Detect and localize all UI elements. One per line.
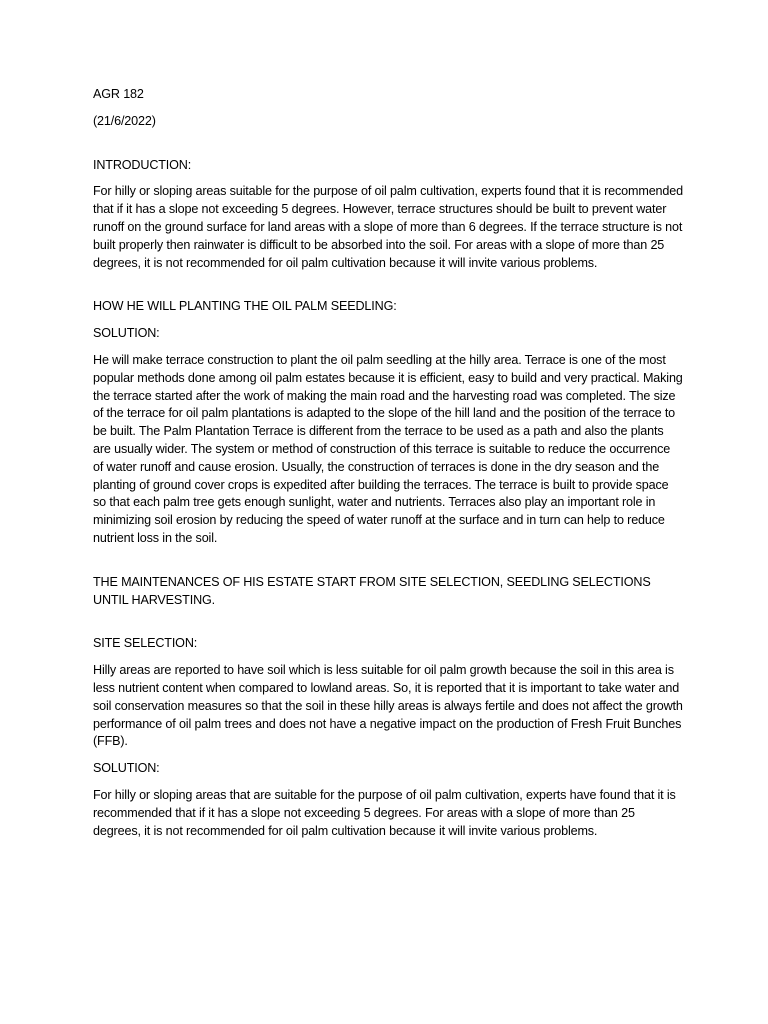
introduction-heading: INTRODUCTION: xyxy=(93,157,192,172)
document-page xyxy=(93,86,683,840)
maintenance-heading: THE MAINTENANCES OF HIS ESTATE START FROM SITE SELECTION, SEEDLING SELECTIONS UNTIL HARVESTING. xyxy=(93,574,651,607)
solution-label-site: SOLUTION: xyxy=(93,761,160,776)
planting-paragraph: He will make terrace construction to plant the oil palm seedling at the hilly area. Terrace is one of the most popular methods done among oil palm estates because it is efficient, easy to build and very practical. Making the terrace started after the work of making the main road and the harvesting road was completed. The size of the terrace for oil palm plantations is adapted to the slope of the hill land and the position of the terrace to be built. The Palm Plantation Terrace is different from the terrace to be used as a path and also the plants are usually wider. The system or method of construction of this terrace is suitable to reduce the occurrence of water runoff and cause erosion. Usually, the construction of terraces is done in the dry season and the planting of ground cover crops is expedited after building the terraces. The terrace is built to provide space so that each palm tree gets enough sunlight, water and nutrients. Terraces also play an important role in minimizing soil erosion by reducing the speed of water runoff at the surface and in turn can help to reduce nutrient loss in the soil. xyxy=(93,352,683,545)
site-selection-paragraph: Hilly areas are reported to have soil which is less suitable for oil palm growth because the soil in this area is less nutrient content when compared to lowland areas. So, it is reported that it is important to take water and soil conservation measures so that the soil in these hilly areas is always fertile and does not affect the growth performance of oil palm trees and does not have a negative impact on the production of Fresh Fruit Bunches (FFB). xyxy=(93,663,683,749)
planting-heading: HOW HE WILL PLANTING THE OIL PALM SEEDLING: xyxy=(93,299,397,314)
course-code: AGR 182 xyxy=(93,87,144,101)
document-date: (21/6/2022) xyxy=(93,113,156,128)
site-solution-paragraph: For hilly or sloping areas that are suitable for the purpose of oil palm cultivation, experts have found that it is recommended that if it has a slope not exceeding 5 degrees. For areas with a slope of more than 25 degrees, it is not recommended for oil palm cultivation because it will invite various problems. xyxy=(93,787,676,838)
site-selection-heading: SITE SELECTION: xyxy=(93,636,198,651)
solution-label-planting: SOLUTION: xyxy=(93,326,160,341)
introduction-paragraph: For hilly or sloping areas suitable for the purpose of oil palm cultivation, experts found that it is recommended that if it has a slope not exceeding 5 degrees. However, terrace structures should be built to prevent water runoff on the ground surface for land areas with a slope of more than 6 degrees. If the terrace structure is not built properly then rainwater is difficult to be absorbed into the soil. For areas with a slope of more than 25 degrees, it is not recommended for oil palm cultivation because it will invite various problems. xyxy=(93,184,683,270)
